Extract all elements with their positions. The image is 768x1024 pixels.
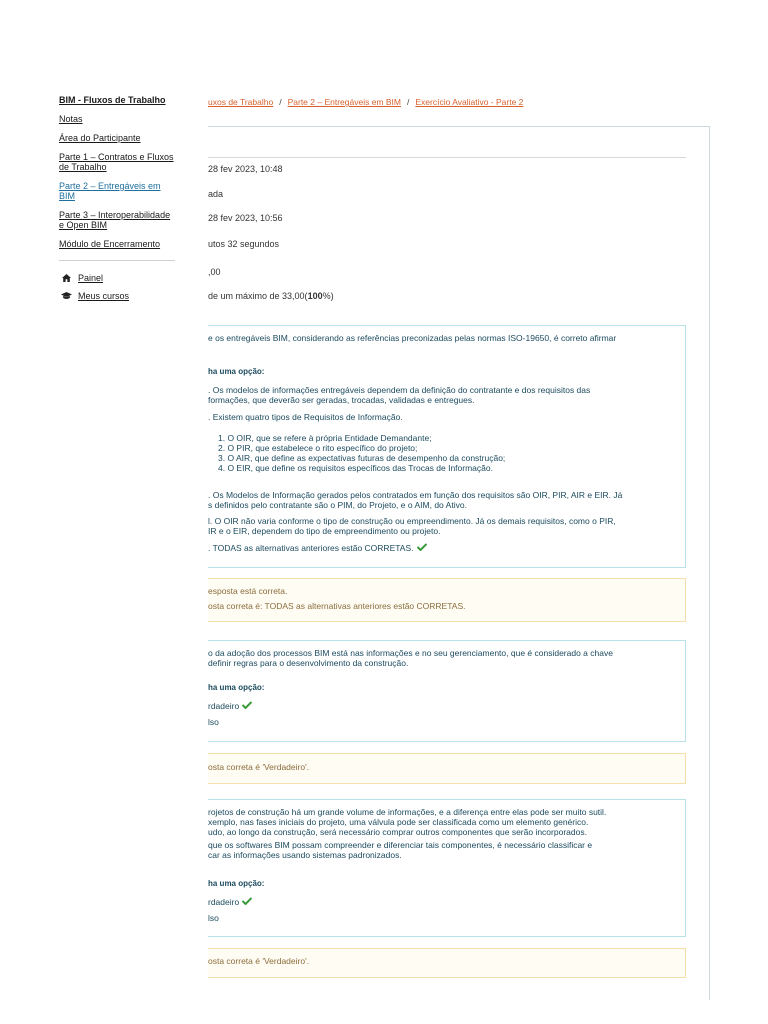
grade-prefix: de um máximo de 33,00(	[208, 291, 308, 301]
question-3	[208, 799, 686, 937]
option-falso[interactable]: lso	[208, 913, 219, 923]
question-2	[208, 640, 686, 742]
option-b-list	[218, 433, 505, 473]
option-c[interactable]	[208, 490, 622, 510]
question-text: e os entregáveis BIM, considerando as referências preconizadas pelas normas ISO-19650, é correto afirmar	[208, 333, 617, 343]
breadcrumb-item-course[interactable]: uxos de Trabalho	[208, 97, 274, 107]
sidebar-item-parte-2[interactable]: Parte 2 – Entregáveis em BIM	[59, 181, 161, 201]
sidebar-item-area-participante[interactable]: Área do Participante	[59, 133, 141, 143]
choose-option-label: ha uma opção:	[208, 367, 265, 376]
option-falso[interactable]: lso	[208, 717, 219, 727]
sidebar-link-label: Painel	[78, 273, 104, 283]
option-verdadeiro[interactable]	[208, 701, 252, 711]
option-label: rdadeiro	[208, 701, 240, 711]
sidebar-item-encerramento[interactable]: Módulo de Encerramento	[59, 239, 161, 249]
summary-divider	[208, 157, 686, 158]
option-a-line: . Os modelos de informações entregáveis dependem da definição do contratante e dos requisitos das	[208, 385, 591, 395]
list-item: 2. O PIR, que estabelece o rito específico do projeto;	[218, 443, 418, 453]
summary-duration: utos 32 segundos	[208, 239, 280, 249]
choose-option-label: ha uma opção:	[208, 683, 265, 692]
feedback-3	[208, 948, 686, 978]
option-a[interactable]	[208, 385, 590, 405]
summary-marks: ,00	[208, 267, 221, 277]
breadcrumb-item-section[interactable]: Parte 2 – Entregáveis em BIM	[287, 97, 401, 107]
course-sidebar	[59, 95, 175, 309]
sidebar-link-painel[interactable]	[59, 273, 175, 283]
feedback-right-answer: osta correta é 'Verdadeiro'.	[208, 956, 310, 966]
sidebar-item-notas[interactable]: Notas	[59, 114, 83, 124]
option-a-line: formações, que deverão ser geradas, trocadas, validadas e entregues.	[208, 395, 475, 405]
option-verdadeiro[interactable]	[208, 897, 252, 907]
summary-grade	[208, 291, 334, 301]
sidebar-item-parte-3[interactable]: Parte 3 – Interoperabilidade e Open BIM	[59, 210, 171, 230]
question-text	[208, 807, 606, 860]
question-text	[208, 648, 613, 668]
feedback-right-answer: osta correta é 'Verdadeiro'.	[208, 762, 310, 772]
feedback-1	[208, 578, 686, 622]
question-text-line: xemplo, nas fases iniciais do projeto, uma válvula pode ser classificada como um elemento genérico.	[208, 817, 589, 827]
option-d[interactable]	[208, 516, 616, 536]
sidebar-link-label: Meus cursos	[78, 291, 130, 301]
question-1	[208, 325, 686, 568]
sidebar-divider	[59, 260, 175, 261]
option-d-line: IR e o EIR, dependem do tipo de empreendimento ou projeto.	[208, 526, 441, 536]
question-text-line: o da adoção dos processos BIM está nas informações e no seu gerenciamento, que é considerado a chave	[208, 648, 613, 658]
choose-option-label: ha uma opção:	[208, 879, 265, 888]
summary-state: ada	[208, 189, 224, 199]
check-icon	[417, 543, 427, 553]
feedback-right-answer: osta correta é: TODAS as alternativas anteriores estão CORRETAS.	[208, 601, 466, 611]
question-text-line: definir regras para o desenvolvimento da construção.	[208, 658, 409, 668]
option-b[interactable]: . Existem quatro tipos de Requisitos de Informação.	[208, 412, 403, 422]
breadcrumb-separator: /	[406, 97, 410, 107]
sidebar-link-meus-cursos[interactable]	[59, 291, 175, 301]
question-text-line: udo, ao longo da construção, será necessário comprar outros componentes que serão incorporados.	[208, 827, 587, 837]
sidebar-item-course-home[interactable]: BIM - Fluxos de Trabalho	[59, 95, 166, 105]
option-label: rdadeiro	[208, 897, 240, 907]
breadcrumb-separator: /	[279, 97, 282, 107]
feedback-correct: esposta está correta.	[208, 586, 288, 596]
list-item: 1. O OIR, que se refere à própria Entidade Demandante;	[218, 433, 432, 443]
list-item: 3. O AIR, que define as expectativas futuras de desempenho da construção;	[218, 453, 506, 463]
grade-percent: 100	[307, 291, 323, 301]
summary-completed: 28 fev 2023, 10:56	[208, 213, 283, 223]
grade-suffix: %)	[322, 291, 334, 301]
option-e[interactable]	[208, 543, 427, 553]
summary-started: 28 fev 2023, 10:48	[208, 164, 283, 174]
question-text-line: que os softwares BIM possam compreender e diferenciar tais componentes, é necessário classificar e	[208, 840, 593, 850]
option-d-line: l. O OIR não varia conforme o tipo de construção ou empreendimento. Já os demais requisitos, como o PIR,	[208, 516, 616, 526]
check-icon	[242, 897, 252, 907]
breadcrumb	[208, 97, 523, 107]
question-text-line: car as informações usando sistemas padronizados.	[208, 850, 402, 860]
feedback-2	[208, 753, 686, 784]
list-item: 4. O EIR, que define os requisitos específicos das Trocas de Informação.	[218, 463, 493, 473]
option-e-text: . TODAS as alternativas anteriores estão CORRETAS.	[208, 543, 414, 553]
graduation-cap-icon	[59, 292, 73, 300]
check-icon	[242, 701, 252, 711]
option-c-line: . Os Modelos de Informação gerados pelos contratados em função dos requisitos são OIR, PIR, AIR e EIR. Já	[208, 490, 623, 500]
sidebar-item-parte-1[interactable]: Parte 1 – Contratos e Fluxos de Trabalho	[59, 152, 174, 172]
home-icon	[59, 274, 73, 282]
option-c-line: s definidos pelo contratante são o PIM, do Projeto, e o AIM, do Ativo.	[208, 500, 467, 510]
question-text-line: rojetos de construção há um grande volume de informações, e a diferença entre elas pode ser muito sutil.	[208, 807, 607, 817]
breadcrumb-item-quiz[interactable]: Exercício Avaliativo - Parte 2	[415, 97, 524, 107]
